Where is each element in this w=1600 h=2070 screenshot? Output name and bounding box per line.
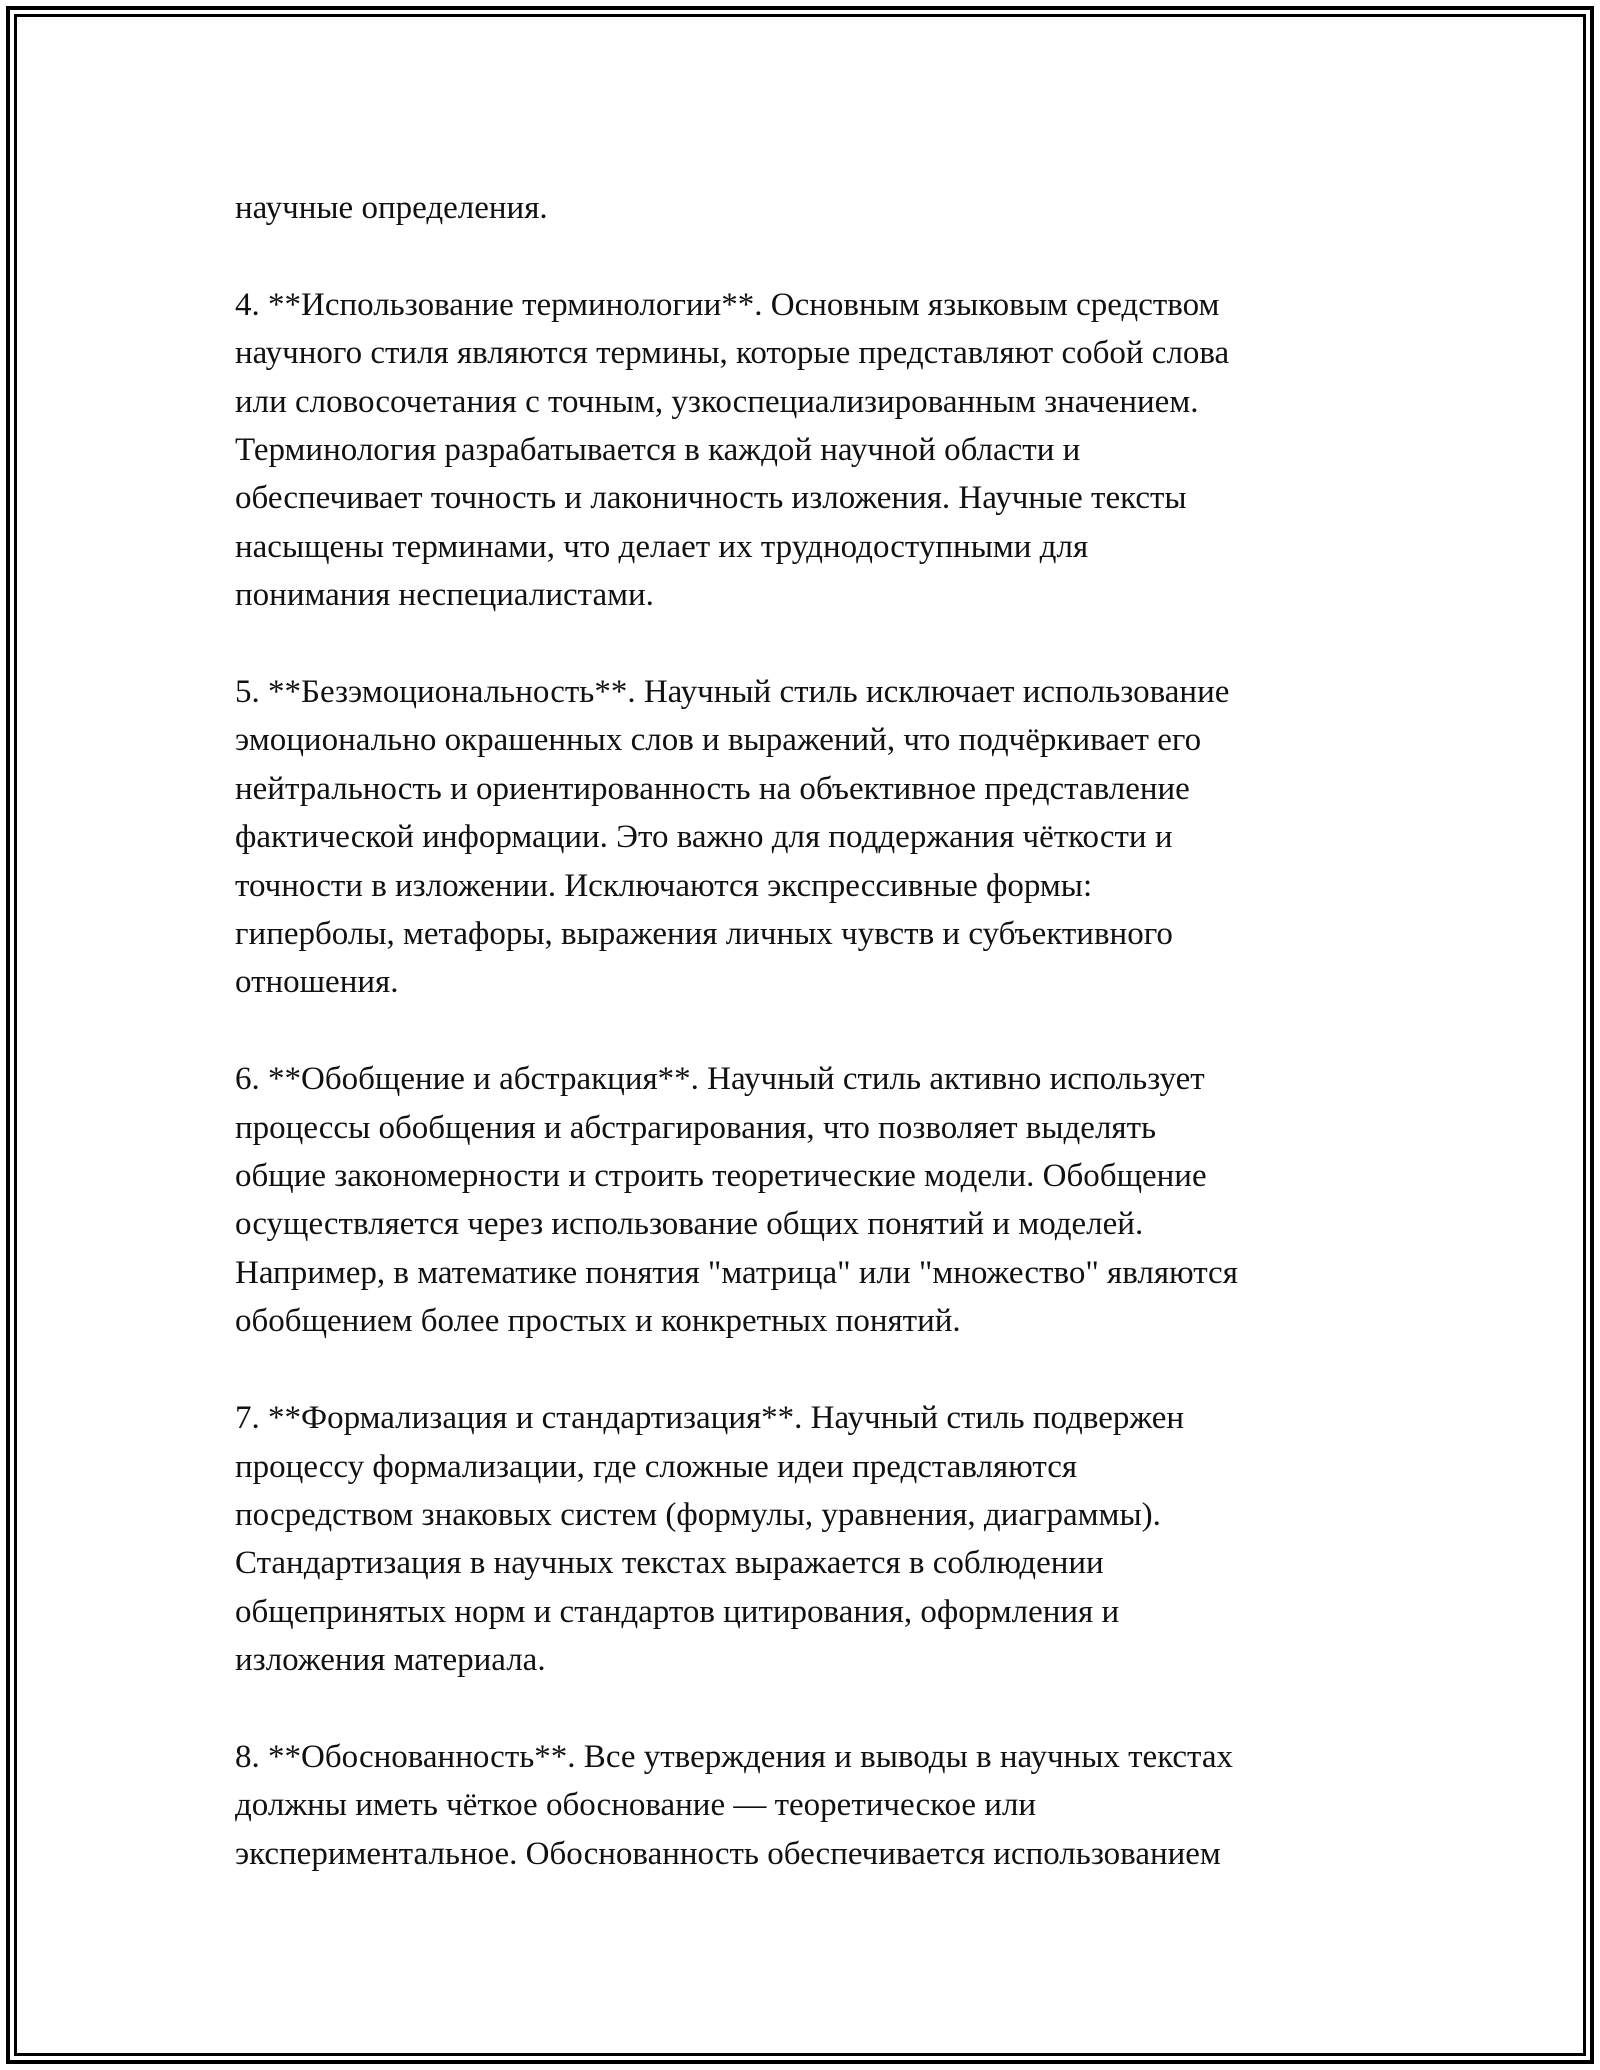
paragraph-continuation: научные определения. (235, 190, 548, 226)
paragraph-item-6-generalization: 6. **Обобщение и абстракция**. Научный стиль активно использует процессы обобщения и абстрагирования, что позволяет выделять общие закономерности и строить теоретические модели. Обобщение осуществляется через использование общих понятий и моделей. Например, в математике понятия "матрица" или "множество" являются обобщением более простых и конкретных понятий. (235, 1061, 1238, 1340)
document-body (235, 184, 1395, 1878)
paragraph-item-4-terminology: 4. **Использование терминологии**. Основным языковым средством научного стиля являются термины, которые представляют собой слова или словосочетания с точным, узкоспециализированным значением. Терминология разрабатывается в каждой научной области и обеспечивает точность и лаконичность изложения. Научные тексты насыщены терминами, что делает их труднодоступными для понимания неспециалистами. (235, 286, 1230, 614)
paragraph-item-7-formalization: 7. **Формализация и стандартизация**. Научный стиль подвержен процессу формализации, где сложные идеи представляются посредством знаковых систем (формулы, уравнения, диаграммы). Стандартизация в научных текстах выражается в соблюдении общепринятых норм и стандартов цитирования, оформления и изложения материала. (235, 1400, 1185, 1679)
paragraph-item-5-emotionlessness: 5. **Безэмоциональность**. Научный стиль исключает использование эмоционально окрашенных слов и выражений, что подчёркивает его нейтральность и ориентированность на объективное представление фактической информации. Это важно для поддержания чёткости и точности в изложении. Исключаются экспрессивные формы: гиперболы, метафоры, выражения личных чувств и субъективного отношения. (235, 674, 1230, 1001)
paragraph-item-8-justification: 8. **Обоснованность**. Все утверждения и выводы в научных текстах должны иметь чёткое обоснование — теоретическое или экспериментальное. Обоснованность обеспечивается использованием (235, 1738, 1234, 1872)
